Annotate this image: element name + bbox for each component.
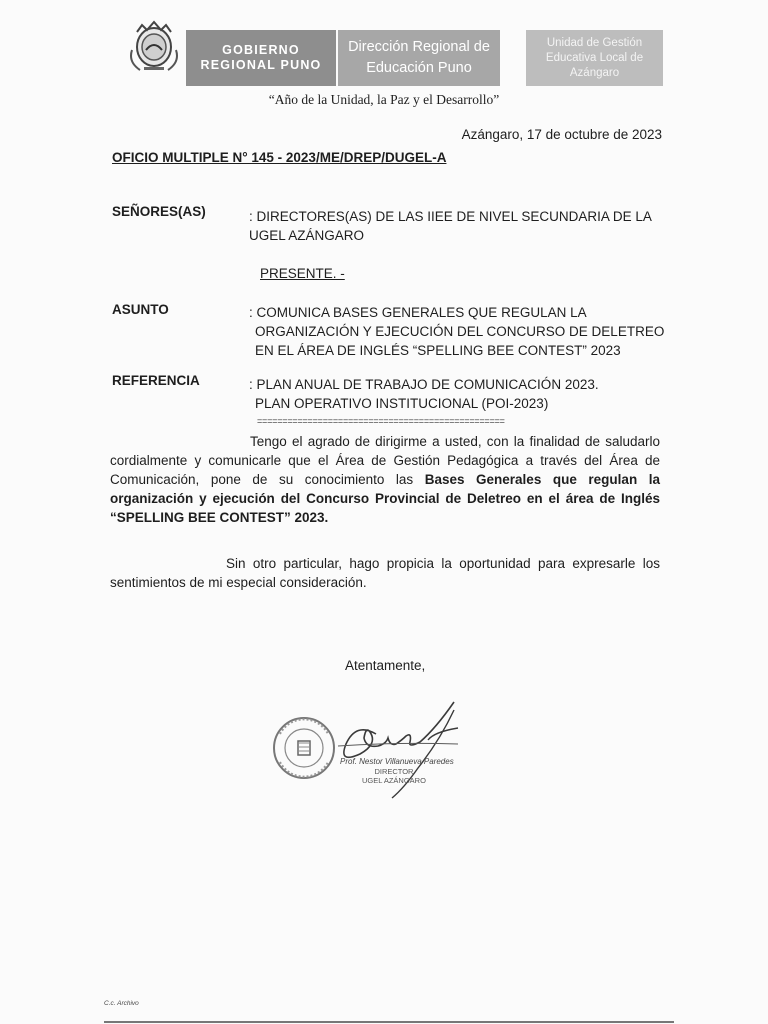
header-line: Educación Puno	[366, 60, 472, 76]
year-motto: “Año de la Unidad, la Paz y el Desarrollo”	[268, 92, 500, 107]
header-direccion-regional	[338, 30, 500, 86]
presente: PRESENTE. -	[260, 266, 345, 281]
body-bold-text: Bases Generales que regulan la organización y ejecución del Concurso Provincial de Deletreo en el área de Inglés “SPELLING BEE CONTEST” 2023.	[110, 472, 660, 525]
body-paragraph-2: Sin otro particular, hago propicia la oportunidad para expresarle los sentimientos de mi especial consideración.	[110, 556, 660, 590]
closing: Atentamente,	[345, 658, 426, 673]
footer-divider	[104, 1021, 674, 1023]
signature-block	[268, 696, 478, 802]
header-line: GOBIERNO	[222, 43, 300, 57]
signer-title-line: UGEL AZÁNGARO	[362, 776, 426, 785]
body-paragraph-1	[110, 432, 660, 527]
senores-label: SEÑORES(AS)	[112, 204, 206, 219]
signer-title-line: DIRECTOR	[374, 767, 414, 776]
senores-value	[249, 207, 652, 245]
signer-name: Prof. Nestor Villanueva Paredes	[340, 757, 454, 766]
referencia-label: REFERENCIA	[112, 373, 200, 388]
header-ugel	[526, 30, 663, 86]
asunto-line: EN EL ÁREA DE INGLÉS “SPELLING BEE CONTEST” 2023	[255, 343, 621, 358]
referencia-value	[249, 375, 599, 413]
header-line: Educativa Local de	[545, 51, 644, 64]
official-stamp-icon	[274, 718, 334, 778]
place-date: Azángaro, 17 de octubre de 2023	[461, 127, 662, 142]
body-text: Tengo el agrado de dirigirme a usted, con la finalidad de saludarlo cordialmente y comunicarle que el Área de Gestión Pedagógica a través del Área de Comunicación, pone de su conocimiento las	[110, 434, 660, 487]
senores-line: : DIRECTORES(AS) DE LAS IIEE DE NIVEL SECUNDARIA DE LA	[249, 209, 652, 224]
asunto-line: : COMUNICA BASES GENERALES QUE REGULAN LA	[249, 305, 587, 320]
header-line: Unidad de Gestión	[546, 36, 643, 49]
senores-line: UGEL AZÁNGARO	[249, 228, 365, 243]
referencia-line: : PLAN ANUAL DE TRABAJO DE COMUNICACIÓN 2023.	[249, 377, 599, 392]
copy-note: C.c. Archivo	[104, 1000, 139, 1007]
header-line: REGIONAL PUNO	[200, 58, 322, 72]
separator-line: =================================================	[257, 416, 505, 426]
header-line: Dirección Regional de	[348, 39, 490, 55]
regional-crest-icon	[124, 20, 184, 76]
asunto-label: ASUNTO	[112, 302, 169, 317]
referencia-line: PLAN OPERATIVO INSTITUCIONAL (POI-2023)	[255, 396, 549, 411]
asunto-line: ORGANIZACIÓN Y EJECUCIÓN DEL CONCURSO DE DELETREO	[255, 324, 665, 339]
document-number: OFICIO MULTIPLE N° 145 - 2023/ME/DREP/DUGEL-A	[112, 150, 447, 165]
header-line: Azángaro	[569, 66, 620, 79]
signer-title	[362, 767, 426, 785]
asunto-value	[249, 303, 664, 360]
header-gobierno-regional	[186, 30, 336, 86]
